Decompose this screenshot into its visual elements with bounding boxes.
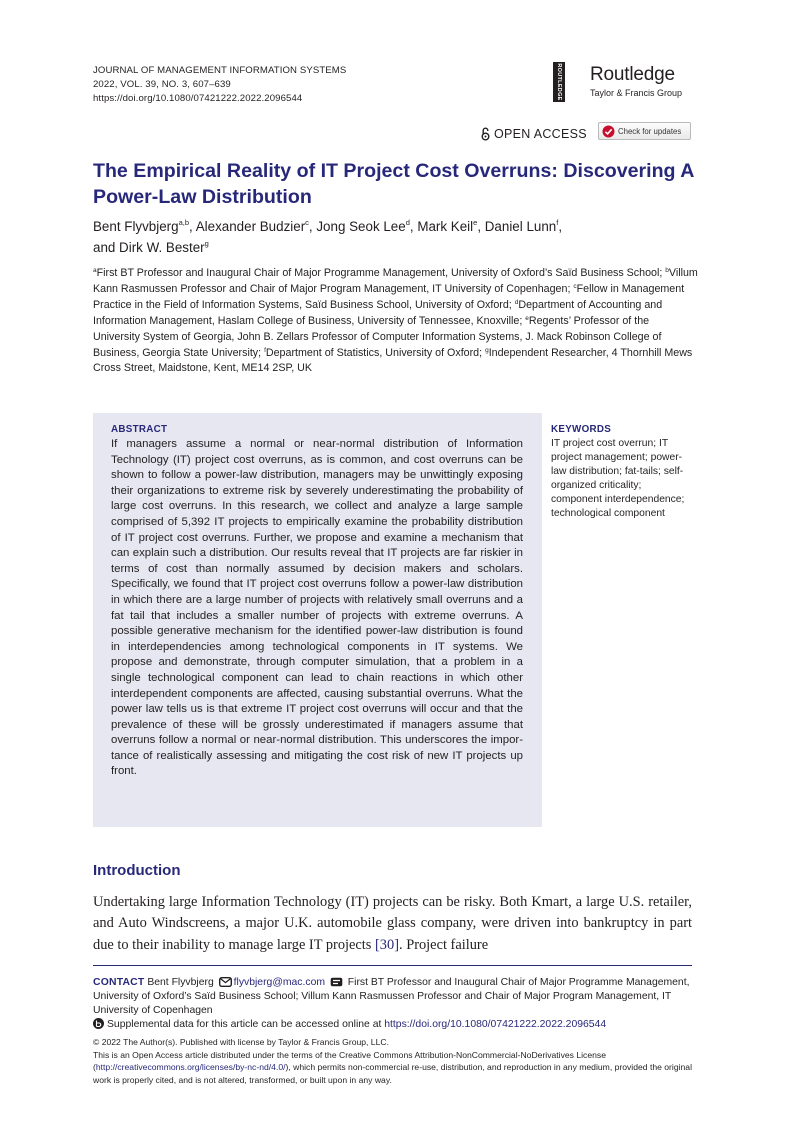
author-2[interactable]: Alexander Budzier$^c$ bbox=[195, 218, 309, 234]
copyright-notice: © 2022 The Author(s). Published with license by Taylor & Francis Group, LLC. bbox=[93, 1037, 389, 1047]
supplemental-note: Supplemental data for this article can be accessed online at https://doi.org/10.1080/07421222.2022.2096544 bbox=[93, 1018, 692, 1032]
open-access-label: OPEN ACCESS bbox=[494, 127, 587, 141]
abstract-text: If managers assume a normal or near-normal distribution of Information Technology (IT) project cost overruns, as is common, and cost overruns can be shown to follow a power-law distribution, managers may be unwittingly exposing their organizations to extreme risk by severely underestimating the probability of large cost overruns. In this research, we collect and analyze a large sample comprised of 5,392 IT projects to empirically examine the probability distribution of IT project cost overruns. Further, we propose and examine a mechanism that can explain such a distribution. Our results reveal that IT projects are far riskier in terms of cost than normally assumed by decision makers and scholars. Specifically, we found that IT project cost overruns follow a power-law distribution in which there are a large number of projects with relatively small overruns and a fat tail that includes a smaller number of projects with extreme overruns. A possible generative mechanism for the identified power-law distribution is found in interdependencies among technological components in IT systems. We propose and demonstrate, through computer simulation, that a problem in a single technological component can lead to chain reactions in which other interdependent components are affected, causing substantial overruns. What the power law tells us is that extreme IT project cost overruns will occur and that the prevalence of these will be grossly underestimated if managers assume that overruns follow a normal or near-normal distribution. This underscores the importance of realistically assessing and mitigating the cost risk of new IT projects up front. bbox=[111, 438, 523, 778]
affiliations: $^a$First BT Professor and Inaugural Chair of Major Programme Management, University of Oxford’s Saïd Business School; $^b$Villum Kann Rasmussen Professor and Chair of Major Program Management, IT University of Copenhagen; $^c$Fellow in Management Practice in the Field of Information Systems, Saïd Business School, University of Oxford; $^d$Department of Accounting and Information Management, Haslam College of Business, University of Tennessee, Knoxville; $^e$Regents’ Professor of the University System of Georgia, John B. Zellars Professor of Computer Information Systems, J. Mack Robinson College of Business, Georgia State University; $^f$Department of Statistics, University of Oxford; $^g$Independent Researcher, 4 Thornhill Mews Cross Street, Maidstone, Kent, ME14 2SP, UK bbox=[93, 267, 698, 375]
journal-volume: 2022, VOL. 39, NO. 3, 607–639 bbox=[93, 79, 231, 90]
contact-email-link[interactable]: flyvbjerg@mac.com bbox=[233, 977, 326, 988]
citation-link[interactable]: [30] bbox=[375, 936, 399, 953]
publisher-group: Taylor & Francis Group bbox=[590, 88, 683, 98]
contact-address: First BT Professor and Inaugural Chair of Major Programme Management, University of Oxford’s Saïd Business School; Villum Kann Rasmussen Professor and Chair of Major Program Management, IT University of Copenhagen bbox=[93, 977, 690, 1017]
author-5[interactable]: Daniel Lunn$^f$ bbox=[484, 218, 559, 234]
publisher-name: Routledge bbox=[590, 64, 675, 85]
supplemental-link[interactable]: https://doi.org/10.1080/07421222.2022.2096544 bbox=[384, 1019, 607, 1030]
keywords-heading: KEYWORDS bbox=[551, 424, 612, 435]
author-6[interactable]: and Dirk W. Bester$^g$ bbox=[93, 239, 209, 255]
journal-doi[interactable]: https://doi.org/10.1080/07421222.2022.2096544 bbox=[93, 93, 303, 104]
open-access-badge bbox=[481, 124, 587, 144]
address-icon bbox=[330, 977, 343, 987]
footer-divider bbox=[93, 965, 692, 966]
author-list: Bent Flyvbjerg$^{a,b}$, Alexander Budzier$^c$, Jong Seok Lee$^d$, Mark Keil$^e$, Daniel Lunn$^f$, and Dirk W. Bester$^g$ bbox=[93, 218, 563, 255]
introduction-text: Undertaking large Information Technology (IT) projects can be risky. Both Kmart, a large U.S. retailer, and Auto Windscreens, a major U.K. automobile glass company, were driven into bankruptcy in part due to their inability to manage large IT projects [30]. Project failure bbox=[93, 894, 692, 953]
contact-note bbox=[93, 976, 692, 1019]
open-lock-icon bbox=[481, 127, 490, 141]
journal-name: JOURNAL OF MANAGEMENT INFORMATION SYSTEMS bbox=[93, 65, 347, 76]
contact-label: CONTACT bbox=[93, 977, 145, 988]
envelope-icon bbox=[219, 977, 232, 987]
abstract-heading: ABSTRACT bbox=[111, 424, 168, 435]
author-1[interactable]: Bent Flyvbjerg$^{a,b}$ bbox=[93, 218, 190, 234]
author-3[interactable]: Jong Seok Lee$^d$ bbox=[316, 218, 410, 234]
introduction-heading: Introduction bbox=[93, 862, 181, 879]
supplemental-data-icon bbox=[93, 1018, 104, 1029]
journal-meta bbox=[93, 64, 346, 106]
spine-text: ROUTLEDGE bbox=[556, 63, 562, 101]
check-updates-button[interactable] bbox=[598, 122, 691, 140]
check-updates-icon bbox=[602, 125, 615, 138]
routledge-spine-icon bbox=[553, 62, 565, 102]
author-4[interactable]: Mark Keil$^e$ bbox=[417, 218, 478, 234]
license-link[interactable]: http://creativecommons.org/licenses/by-nc-nd/4.0/ bbox=[95, 1062, 286, 1073]
license-notice: This is an Open Access article distributed under the terms of the Creative Commons Attribution-NonCommercial-NoDerivatives License (http://creativecommons.org/licenses/by-nc-nd/4.0/), which permits non-commercial re-use, distribution, and reproduction in any medium, provided the original work is properly cited, and is not altered, transformed, or built upon in any way. bbox=[93, 1050, 692, 1085]
contact-name: Bent Flyvbjerg bbox=[147, 977, 214, 988]
keywords-text: IT project cost overrun; IT project management; power-law distribution; fat-tails; self-organized criticality; component interdependence; technological component bbox=[551, 438, 685, 520]
check-updates-label: Check for updates bbox=[618, 126, 682, 136]
publisher-logo bbox=[553, 62, 693, 104]
article-title: The Empirical Reality of IT Project Cost Overruns: Discovering A Power-Law Distribution bbox=[93, 160, 694, 208]
